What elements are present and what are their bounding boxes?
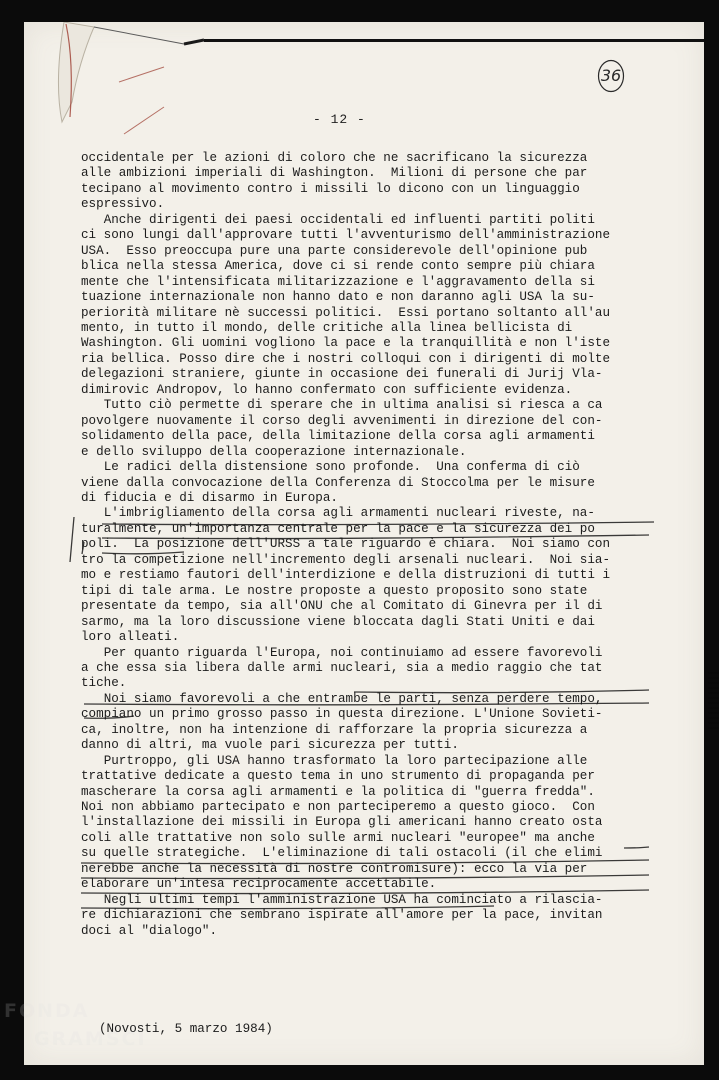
watermark-line1: FONDA: [4, 1000, 90, 1022]
top-border-line: [204, 39, 704, 42]
page-number: - 12 -: [313, 112, 366, 127]
paragraph: L'imbrigliamento della corsa agli armamenti nucleari riveste, na- turalmente, un'importanza centrale per la pace e la sicurezza dei po poli. La posizione dell'URSS a tale riguardo è chiara. Noi siamo con tro la competizione nell'incremento degli arsenali nucleari. Noi sia- mo e restiamo fautori dell'interdizione e della distruzioni di tutti i tipi di tale arma. Le nostre proposte a questo proposito sono state presentate da tempo, sia all'ONU che al Comitato di Ginevra per il di sarmo, ma la loro discussione viene bloccata dagli Stati Uniti e dai loro alleati.: [81, 506, 611, 645]
paragraph: Le radici della distensione sono profonde. Una conferma di ciò viene dalla convocazione della Conferenza di Stoccolma per le misure di fiducia e di disarmo in Europa.: [81, 460, 595, 505]
folio-number: [597, 59, 625, 93]
paragraph: Tutto ciò permette di sperare che in ultima analisi si riesca a ca povolgere nuovamente il corso degli avvenimenti in direzione del con- solidamento della pace, della limitazione della corsa agli armamenti e dello sviluppo della cooperazione internazionale.: [81, 398, 603, 459]
paragraph: Anche dirigenti dei paesi occidentali ed influenti partiti politi ci sono lungi dall'approvare tutti l'avventurismo dell'amministrazione USA. Esso preoccupa pure una parte considerevole dell'opinione pub blica nella stessa America, dove ci si rende conto sempre più chiara mente che l'intensificata militarizzazione e l'aggravamento della si tuazione internazionale non hanno dato e non daranno agli USA la su- periorità militare nè successi politici. Essi portano soltanto all'au mento, in tutto il mondo, delle critiche alla linea bellicista di Washington. Gli uomini vogliono la pace e la tranquillità e non l'iste ria bellica. Posso dire che i nostri colloqui con i dirigenti di molte delegazioni straniere, giunte in occasione dei funerali di Jurij Vla- dimirovic Andropov, lo hanno confermato con sufficiente evidenza.: [81, 212, 611, 397]
document-body: [81, 151, 671, 939]
paragraph: Negli ultimi tempi l'amministrazione USA ha cominciato a rilascia- re dichiarazioni che sembrano ispirate all'amore per la pace, invitan doci al "dialogo".: [81, 892, 603, 938]
source-citation: (Novosti, 5 marzo 1984): [99, 1022, 273, 1036]
page-edge-damage: [708, 672, 719, 732]
paragraph: Per quanto riguarda l'Europa, noi continuiamo ad essere favorevoli a che essa sia libera dalle armi nucleari, sia a medio raggio che tat tiche.: [81, 645, 603, 691]
folio-text: 36: [600, 66, 622, 85]
paragraph: Noi siamo favorevoli a che entrambe le parti, senza perdere tempo, compiano un primo grosso passo in questa direzione. L'Unione Sovieti- ca, inoltre, non ha intenzione di rafforzare la propria sicurezza a danno di altri, ma vuole pari sicurezza per tutti.: [81, 691, 603, 753]
watermark-line2: GRAMSCI: [34, 1028, 147, 1050]
folded-corner-mark: [24, 22, 204, 152]
archive-watermark: [4, 1000, 147, 1050]
paragraph: Purtroppo, gli USA hanno trasformato la loro partecipazione alle trattative dedicate a questo tema in uno strumento di propaganda per mascherare la corsa agli armamenti e la politica di "guerra fredda". Noi non abbiamo partecipato e non parteciperemo a questo gioco. Con l'installazione dei missili in Europa gli americani hanno creato osta coli alle trattative non solo sulle armi nucleari "europee" ma anche su quelle strategiche. L'eliminazione di tali ostacoli (il che elimi nerebbe anche la necessità di nostre contromisure): ecco la via per elaborare un'intesa reciprocamente accettabile.: [81, 753, 603, 892]
document-page: [24, 22, 704, 1065]
paragraph: occidentale per le azioni di coloro che ne sacrificano la sicurezza alle ambizioni imperiali di Washington. Milioni di persone che par tecipano al movimento contro i missili lo dicono con un linguaggio espressivo.: [81, 151, 588, 212]
